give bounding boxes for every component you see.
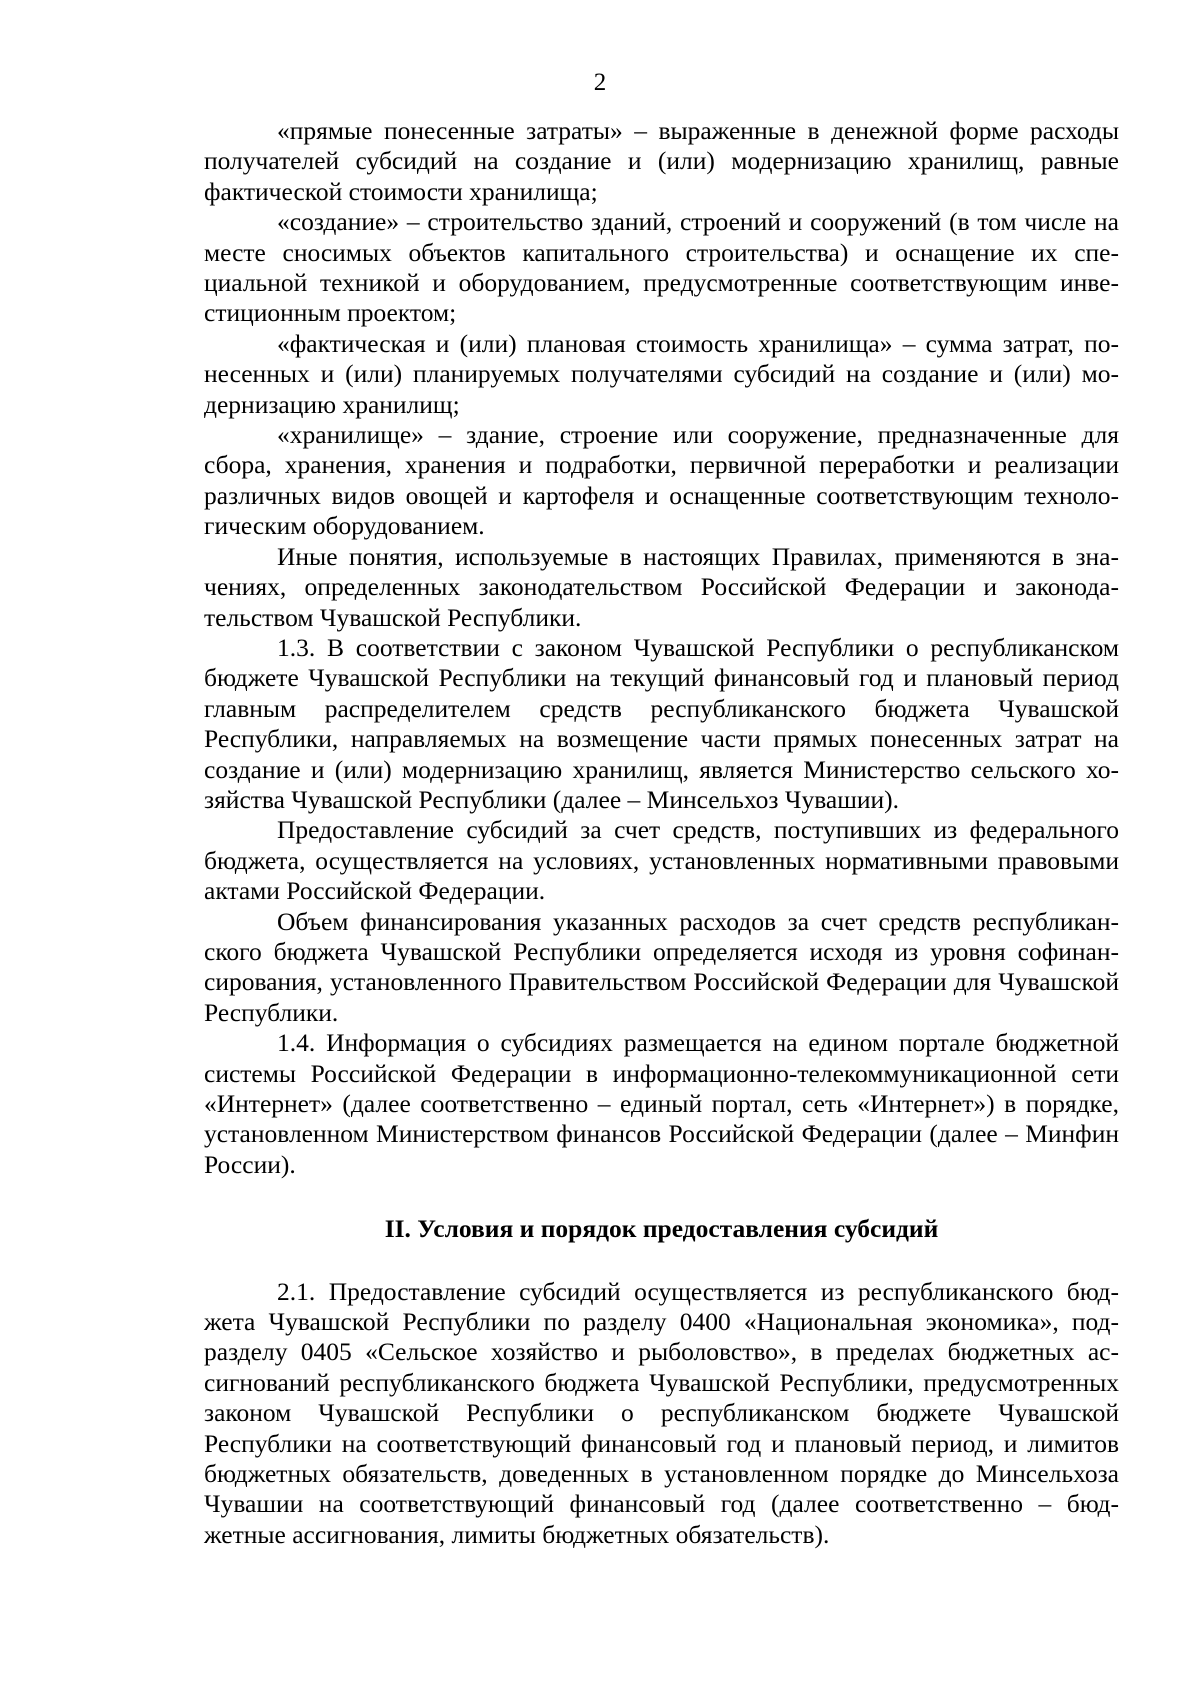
other-terms-paragraph: Иные понятия, используемые в настоящих Правилах, применяются в значениях, определенных законодательством Российской Федерации и законодательством Чувашской Республики. <box>204 541 1119 632</box>
definition-direct-costs: «прямые понесенные затраты» – выраженные в денежной форме расходы получателей субсидий на создание и (или) модернизацию хранилищ, равные фактической стоимости хранилища; <box>204 116 1119 206</box>
federal-funds-paragraph: Предоставление субсидий за счет средств, поступивших из федерального бюджета, осуществляется на условиях, установленных нормативными правовыми актами Российской Федерации. <box>204 815 1119 906</box>
definition-storage: «хранилище» – здание, строение или сооружение, предназначенные для сбора, хранения, хранения и подработки, первичной переработки и реализации различных видов овощей и картофеля и оснащенные соответствующим технологическим оборудованием. <box>204 420 1119 541</box>
document-body <box>204 116 1119 1550</box>
clause-2-1: 2.1. Предоставление субсидий осуществляется из республиканского бюджета Чувашской Республики по разделу 0400 «Национальная экономика», подразделу 0405 «Сельское хозяйство и рыболовство», в пределах бюджетных ассигнований республиканского бюджета Чувашской Республики, предусмотренных законом Чувашской Республики о республиканском бюджете Чувашской Республики на соответствующий финансовый год и плановый период, и лимитов бюджетных обязательств, доведенных в установленном порядке до Минсельхоза Чувашии на соответствующий финансовый год (далее соответственно – бюджетные ассигнования, лимиты бюджетных обязательств). <box>204 1276 1119 1549</box>
definition-creation: «создание» – строительство зданий, строений и сооружений (в том числе на месте сносимых объектов капитального строительства) и оснащение их специальной техникой и оборудованием, предусмотренные соответствующим инвестиционным проектом; <box>204 207 1119 328</box>
page-number: 2 <box>593 69 607 96</box>
clause-1-4: 1.4. Информация о субсидиях размещается на едином портале бюджетной системы Российской Федерации в информационно-телекоммуникационной сети «Интернет» (далее соответственно – единый портал, сеть «Интернет») в порядке, установленном Министерством финансов Российской Федерации (далее – Минфин России). <box>204 1028 1119 1179</box>
section-heading: II. Условия и порядок предоставления субсидий <box>384 1214 939 1244</box>
financing-volume-paragraph: Объем финансирования указанных расходов за счет средств республиканского бюджета Чувашской Республики определяется исходя из уровня софинансирования, установленного Правительством Российской Федерации для Чувашской Республики. <box>204 906 1119 1027</box>
clause-1-3: 1.3. В соответствии с законом Чувашской Республики о республиканском бюджете Чувашской Республики на текущий финансовый год и плановый период главным распределителем средств республиканского бюджета Чувашской Республики, направляемых на возмещение части прямых понесенных затрат на создание и (или) модернизацию хранилищ, является Министерство сельского хозяйства Чувашской Республики (далее – Минсельхоз Чувашии). <box>204 632 1119 814</box>
definition-storage-cost: «фактическая и (или) плановая стоимость хранилища» – сумма затрат, понесенных и (или) планируемых получателями субсидий на создание и (или) модернизацию хранилищ; <box>204 328 1119 419</box>
